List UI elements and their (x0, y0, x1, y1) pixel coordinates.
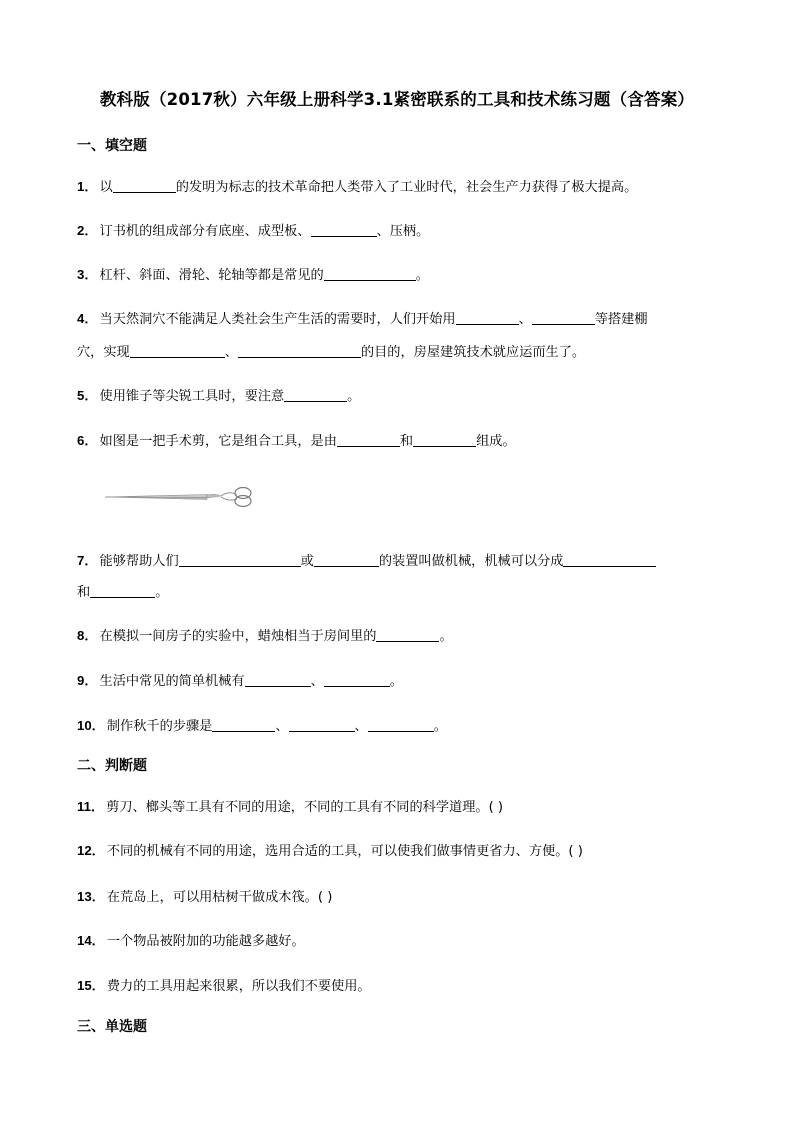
answer-blank[interactable] (324, 266, 416, 281)
question-text: 或 (300, 554, 314, 569)
question-text: 制作秋千的步骤是 (106, 719, 213, 734)
question-number: 1． (77, 179, 98, 194)
question-text: 如图是一把手术剪，它是组合工具，是由 (99, 434, 337, 449)
question-number: 14． (77, 933, 105, 948)
question-text: 生活中常见的简单机械有 (99, 674, 245, 689)
question-text: 。 (389, 674, 403, 689)
question-text: 、 (354, 719, 368, 734)
question-number: 3． (77, 267, 98, 282)
question-text: 、 (310, 674, 324, 689)
answer-blank[interactable] (179, 552, 301, 567)
question-text: 杠杆、斜面、滑轮、轮轴等都是常见的 (99, 268, 324, 283)
surgical-scissors-image (103, 484, 253, 508)
section-heading-true-false: 二、判断题 (77, 758, 147, 774)
answer-blank[interactable] (284, 387, 347, 402)
question-9 (77, 670, 403, 689)
answer-blank[interactable] (212, 717, 275, 732)
answer-blank[interactable] (311, 222, 377, 237)
question-13 (77, 886, 332, 905)
answer-blank[interactable] (413, 432, 476, 447)
question-11 (77, 796, 503, 815)
answer-blank[interactable] (376, 627, 439, 642)
question-text: 费力的工具用起来很累，所以我们不要使用。 (106, 979, 371, 994)
question-number: 7． (77, 553, 98, 568)
answer-blank[interactable] (314, 552, 379, 567)
question-text: 不同的机械有不同的用途，选用合适的工具，可以使我们做事情更省力、方便。( ) (106, 844, 583, 859)
question-text: 的发明为标志的技术革命把人类带入了工业时代，社会生产力获得了极大提高。 (175, 180, 638, 195)
question-number: 8． (77, 628, 98, 643)
question-text: 、 (518, 312, 532, 327)
answer-blank[interactable] (113, 178, 176, 193)
question-7-line-2 (77, 581, 168, 600)
question-15 (77, 975, 371, 994)
question-number: 15． (77, 978, 105, 993)
question-text: 的目的，房屋建筑技术就应运而生了。 (360, 345, 586, 360)
question-text: 使用锥子等尖锐工具时，要注意 (99, 389, 285, 404)
question-text: 。 (347, 389, 361, 404)
question-text: 、压柄。 (376, 224, 430, 239)
question-text: 。 (433, 719, 447, 734)
question-12 (77, 840, 583, 859)
question-text: 当天然洞穴不能满足人类社会生产生活的需要时，人们开始用 (99, 312, 456, 327)
answer-blank[interactable] (238, 343, 361, 358)
question-text: 、 (224, 345, 238, 360)
answer-blank[interactable] (456, 310, 519, 325)
question-10 (77, 715, 447, 734)
question-text: 在荒岛上，可以用枯树干做成木筏。( ) (106, 890, 333, 905)
question-number: 11． (77, 799, 105, 814)
answer-blank[interactable] (532, 310, 595, 325)
question-text: 。 (439, 629, 453, 644)
question-text: 剪刀、榔头等工具有不同的用途，不同的工具有不同的科学道理。( ) (106, 800, 504, 815)
question-1 (77, 176, 637, 195)
question-text: 穴，实现 (77, 345, 130, 360)
question-text: 等搭建棚 (594, 312, 648, 327)
question-4 (77, 308, 648, 327)
question-text: 能够帮助人们 (99, 554, 179, 569)
answer-blank[interactable] (368, 717, 434, 732)
section-heading-fill-blank: 一、填空题 (77, 138, 147, 154)
question-text: 。 (415, 268, 429, 283)
question-text: 和 (399, 434, 414, 449)
question-5 (77, 385, 360, 404)
answer-blank[interactable] (130, 343, 225, 358)
question-2 (77, 220, 429, 239)
question-6 (77, 430, 516, 449)
answer-blank[interactable] (324, 672, 390, 687)
answer-blank[interactable] (90, 583, 155, 598)
question-14 (77, 930, 305, 949)
question-number: 12． (77, 843, 105, 858)
answer-blank[interactable] (337, 432, 400, 447)
question-text: 一个物品被附加的功能越多越好。 (106, 934, 305, 949)
question-text: 订书机的组成部分有底座、成型板、 (99, 224, 311, 239)
question-number: 5． (77, 388, 98, 403)
answer-blank[interactable] (245, 672, 311, 687)
question-text: 、 (275, 719, 289, 734)
question-text: 的装置叫做机械，机械可以分成 (378, 554, 564, 569)
answer-blank[interactable] (289, 717, 355, 732)
question-number: 2． (77, 223, 98, 238)
question-text: 在模拟一间房子的实验中，蜡烛相当于房间里的 (99, 629, 377, 644)
question-3 (77, 264, 429, 283)
question-7 (77, 550, 656, 569)
question-number: 10． (77, 718, 105, 733)
question-number: 9． (77, 673, 98, 688)
question-text: 组成。 (476, 434, 516, 449)
question-text: 。 (155, 585, 169, 600)
question-4-line-2 (77, 341, 585, 360)
question-8 (77, 625, 453, 644)
section-heading-single-choice: 三、单选题 (77, 1019, 147, 1035)
question-number: 4． (77, 311, 98, 326)
question-number: 13． (77, 889, 105, 904)
document-title: 教科版（2017秋）六年级上册科学3.1紧密联系的工具和技术练习题（含答案） (99, 90, 695, 109)
answer-blank[interactable] (563, 552, 656, 567)
question-text: 以 (99, 180, 113, 195)
question-text: 和 (77, 585, 91, 600)
question-number: 6． (77, 433, 98, 448)
